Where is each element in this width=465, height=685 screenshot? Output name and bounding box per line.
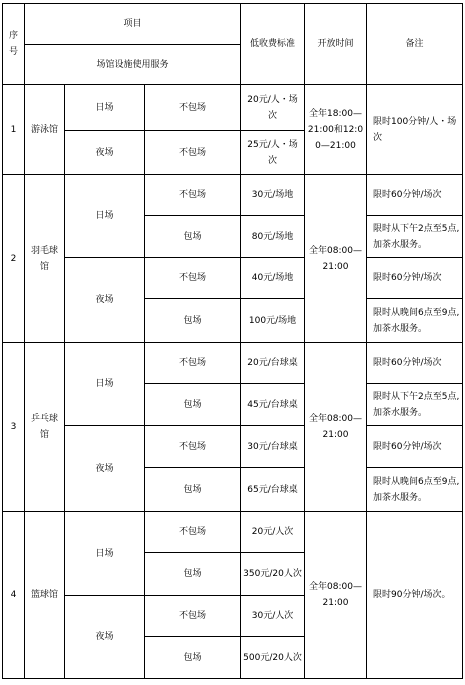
badminton-fee: 30元/场地 [241,175,305,216]
pingpong-day: 日场 [65,343,145,426]
swim-note: 限时100分钟/人・场次 [367,85,463,175]
badminton-fee: 80元/场地 [241,216,305,258]
basketball-fee: 500元/20人次 [241,637,305,679]
swim-day-fee: 20元/人・场次 [241,85,305,131]
header-fee: 低收费标准 [241,4,305,85]
basketball-type: 不包场 [145,596,241,637]
pingpong-open: 全年08:00—21:00 [305,343,367,512]
swim-night-type: 不包场 [145,131,241,175]
badminton-fee: 100元/场地 [241,299,305,343]
basketball-type: 包场 [145,637,241,679]
badminton-day: 日场 [65,175,145,258]
pingpong-fee: 30元/台球桌 [241,426,305,468]
swim-open: 全年18:00—21:00和12:00—21:00 [305,85,367,175]
pingpong-type: 不包场 [145,426,241,468]
badminton-note: 限时从下午2点至5点,加茶水服务。 [367,216,463,258]
pingpong-note: 限时60分钟/场次 [367,426,463,468]
basketball-fee: 20元/人次 [241,512,305,553]
basketball-type: 包场 [145,553,241,596]
pingpong-type: 包场 [145,468,241,512]
pingpong-night: 夜场 [65,426,145,512]
basketball-fee: 350元/20人次 [241,553,305,596]
basketball-night: 夜场 [65,596,145,679]
basketball-name: 篮球馆 [25,512,65,679]
basketball-fee: 30元/人次 [241,596,305,637]
basketball-note: 限时90分钟/场次。 [367,512,463,679]
pingpong-fee: 65元/台球桌 [241,468,305,512]
badminton-fee: 40元/场地 [241,258,305,299]
basketball-day: 日场 [65,512,145,596]
fee-table [2,3,463,679]
basketball-open: 全年08:00—21:00 [305,512,367,679]
swim-no: 1 [3,85,25,175]
header-item: 项目 [25,4,241,45]
badminton-type: 不包场 [145,258,241,299]
badminton-note: 限时60分钟/场次 [367,258,463,299]
pingpong-name: 乒乓球馆 [25,343,65,512]
pingpong-fee: 20元/台球桌 [241,343,305,384]
swim-day-type: 不包场 [145,85,241,131]
pingpong-no: 3 [3,343,25,512]
pingpong-fee: 45元/台球桌 [241,384,305,426]
pingpong-note: 限时60分钟/场次 [367,343,463,384]
badminton-note: 限时从晚间6点至9点,加茶水服务。 [367,299,463,343]
badminton-type: 包场 [145,216,241,258]
badminton-name: 羽毛球馆 [25,175,65,343]
header-item-sub: 场馆设施使用服务 [25,45,241,85]
header-note: 备注 [367,4,463,85]
badminton-type: 不包场 [145,175,241,216]
header-seq: 序号 [3,4,25,85]
header-open: 开放时间 [305,4,367,85]
swim-day: 日场 [65,85,145,131]
pingpong-type: 不包场 [145,343,241,384]
pingpong-note: 限时从晚间6点至9点,加茶水服务。 [367,468,463,512]
pingpong-type: 包场 [145,384,241,426]
badminton-open: 全年08:00—21:00 [305,175,367,343]
badminton-night: 夜场 [65,258,145,343]
pingpong-note: 限时从下午2点至5点,加茶水服务。 [367,384,463,426]
badminton-no: 2 [3,175,25,343]
badminton-type: 包场 [145,299,241,343]
basketball-type: 不包场 [145,512,241,553]
swim-night: 夜场 [65,131,145,175]
badminton-note: 限时60分钟/场次 [367,175,463,216]
basketball-no: 4 [3,512,25,679]
swim-night-fee: 25元/人・场次 [241,131,305,175]
swim-name: 游泳馆 [25,85,65,175]
